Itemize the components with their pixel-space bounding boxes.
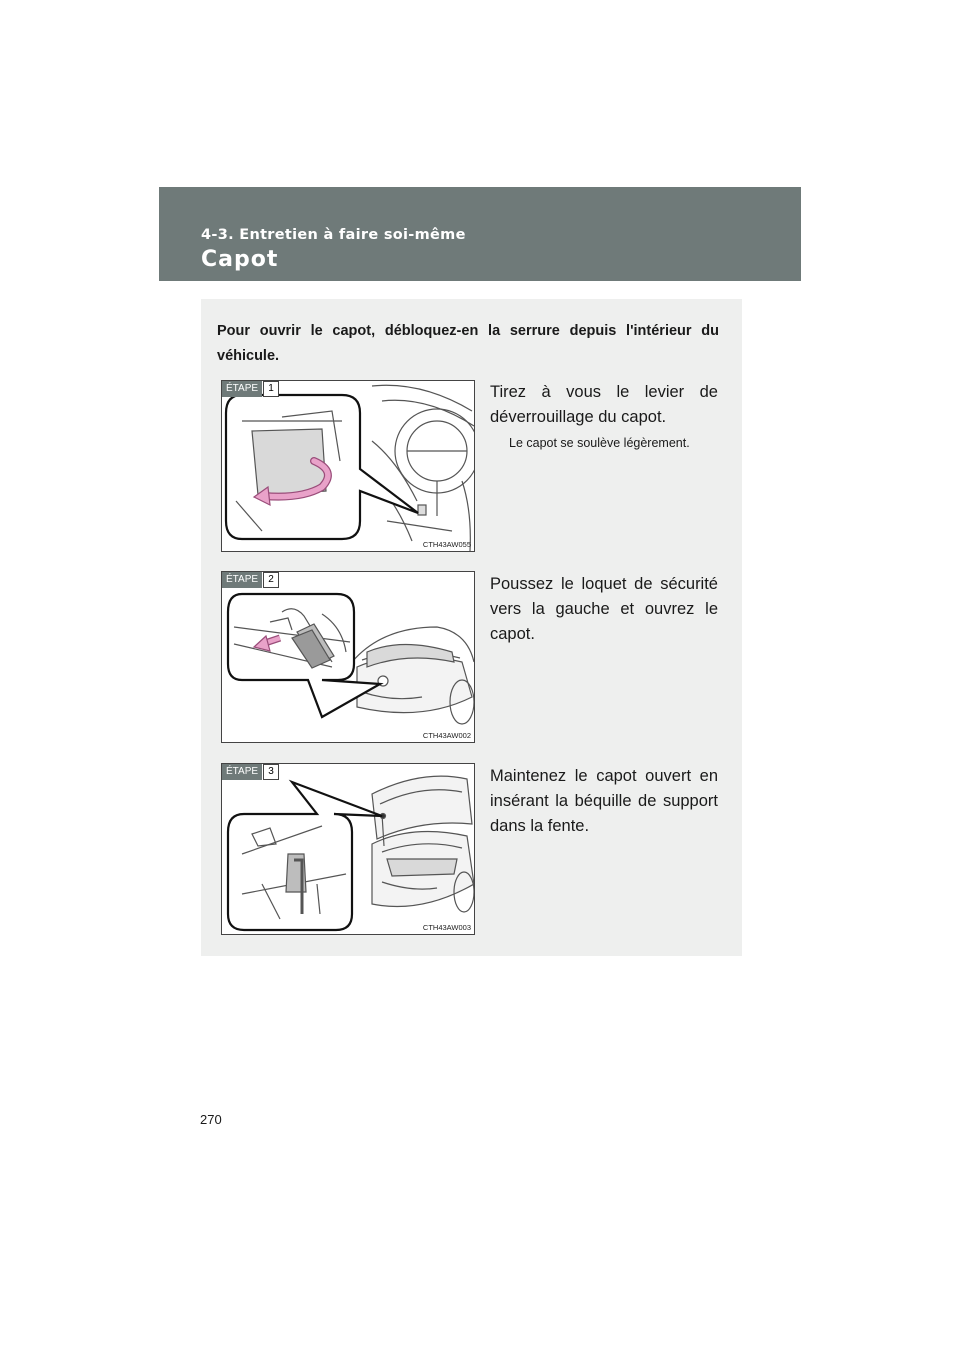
chapter-header	[159, 187, 801, 281]
hood-prop-rod-illustration	[222, 764, 475, 935]
step-3-tag	[222, 764, 279, 780]
step-tag-label: ÉTAPE	[222, 572, 262, 588]
figure-code: CTH43AW002	[422, 731, 471, 740]
step-number: 1	[263, 381, 279, 397]
step-number: 2	[263, 572, 279, 588]
hood-release-lever-illustration	[222, 381, 475, 552]
step-number: 3	[263, 764, 279, 780]
step-2-tag	[222, 572, 279, 588]
page-title: Capot	[201, 247, 279, 272]
step-tag-label: ÉTAPE	[222, 381, 262, 397]
safety-catch-illustration	[222, 572, 475, 743]
step-1-tag	[222, 381, 279, 397]
page-number: 270	[200, 1112, 222, 1127]
step-1-note: Le capot se soulève légèrement.	[509, 436, 690, 450]
section-label: 4-3. Entretien à faire soi-même	[201, 227, 466, 243]
step-1-text: Tirez à vous le levier de déverrouillage du capot.	[490, 383, 718, 426]
step-3-text: Maintenez le capot ouvert en insérant la béquille de support dans la fente.	[490, 767, 718, 835]
step-2-text: Poussez le loquet de sécurité vers la gauche et ouvrez le capot.	[490, 575, 718, 643]
intro-text: Pour ouvrir le capot, débloquez-en la serrure depuis l'intérieur du véhicule.	[217, 323, 719, 364]
figure-code: CTH43AW055	[422, 540, 471, 549]
step-2-figure	[221, 571, 475, 743]
step-3-figure	[221, 763, 475, 935]
content-panel	[201, 299, 742, 956]
step-1-figure	[221, 380, 475, 552]
figure-code: CTH43AW003	[422, 923, 471, 932]
step-tag-label: ÉTAPE	[222, 764, 262, 780]
